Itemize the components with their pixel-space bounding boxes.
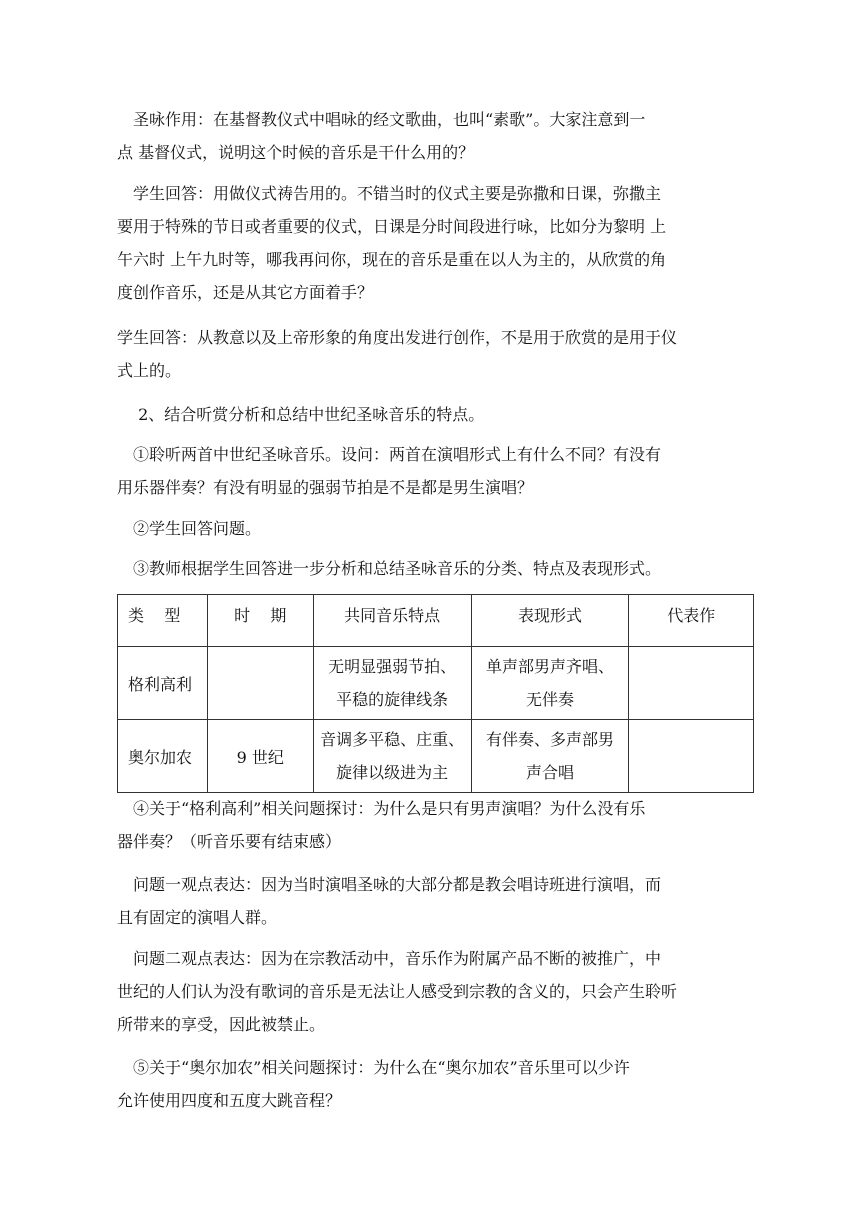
text-line: 学生回答：用做仪式祷告用的。不错当时的仪式主要是弥撒和日课，弥撒主 — [117, 184, 662, 203]
paragraph-question-2 — [117, 942, 737, 1041]
cell-line: 音调多平稳、庄重、 — [320, 730, 465, 749]
paragraph-step-1 — [117, 438, 737, 504]
text-line: ③教师根据学生回答进一步分析和总结圣咏音乐的分类、特点及表现形式。 — [117, 559, 662, 578]
text-line: 圣咏作用：在基督教仪式中唱咏的经文歌曲，也叫“素歌”。大家注意到一 — [117, 110, 646, 129]
text-line: 所带来的享受，因此被禁止。 — [117, 1015, 326, 1034]
paragraph-step-3 — [117, 552, 737, 585]
header-features: 共同音乐特点 — [313, 595, 471, 647]
paragraph-student-answer-2 — [117, 321, 737, 387]
cell-work — [629, 720, 754, 793]
header-work: 代表作 — [629, 595, 754, 647]
text-line: 学生回答：从教意以及上帝形象的角度出发进行创作，不是用于欣赏的是用于仪 — [117, 328, 678, 347]
chant-comparison-table — [117, 594, 754, 793]
text-line: ①聆听两首中世纪圣咏音乐。设问：两首在演唱形式上有什么不同？有没有 — [117, 445, 662, 464]
header-period: 时 期 — [207, 595, 313, 647]
text-line: 2、结合听赏分析和总结中世纪圣咏音乐的特点。 — [117, 405, 485, 424]
cell-period: 9 世纪 — [207, 720, 313, 793]
cell-form — [471, 647, 629, 720]
cell-line: 无明显强弱节拍、 — [328, 657, 457, 676]
text-line: 允许使用四度和五度大跳音程？ — [117, 1091, 342, 1110]
cell-line: 单声部男声齐唱、 — [486, 657, 615, 676]
header-type: 类 型 — [118, 595, 208, 647]
cell-form — [471, 720, 629, 793]
table-header-row — [118, 595, 754, 647]
text-line: ⑤关于“奥尔加农”相关问题探讨：为什么在“奥尔加农”音乐里可以少许 — [117, 1058, 630, 1077]
cell-line: 旋律以级进为主 — [336, 763, 449, 782]
paragraph-question-1 — [117, 868, 737, 934]
cell-period — [207, 647, 313, 720]
cell-features — [313, 647, 471, 720]
table-row — [118, 647, 754, 720]
paragraph-step-4 — [117, 792, 737, 858]
text-line: 且有固定的演唱人群。 — [117, 908, 278, 927]
cell-line: 声合唱 — [526, 763, 575, 782]
text-line: 问题二观点表达：因为在宗教活动中，音乐作为附属产品不断的被推广，中 — [117, 949, 662, 968]
cell-work — [629, 647, 754, 720]
text-line: 世纪的人们认为没有歌词的音乐是无法让人感受到宗教的含义的，只会产生聆听 — [117, 982, 678, 1001]
text-line: 午六时 上午九时等，哪我再问你，现在的音乐是重在以人为主的，从欣赏的角 — [117, 250, 667, 269]
paragraph-chant-function — [117, 103, 737, 169]
cell-features — [313, 720, 471, 793]
text-line: ④关于“格利高利”相关问题探讨：为什么是只有男声演唱？为什么没有乐 — [117, 799, 646, 818]
text-line: 度创作音乐，还是从其它方面着手？ — [117, 283, 374, 302]
paragraph-student-answer-1 — [117, 177, 737, 309]
header-form: 表现形式 — [471, 595, 629, 647]
text-line: ②学生回答问题。 — [117, 519, 262, 538]
cell-line: 平稳的旋律线条 — [336, 690, 449, 709]
cell-type: 格利高利 — [118, 647, 208, 720]
text-line: 式上的。 — [117, 361, 182, 380]
section-heading-2 — [117, 398, 737, 431]
text-line: 用乐器伴奏？有没有明显的强弱节拍是不是都是男生演唱？ — [117, 478, 534, 497]
text-line: 器伴奏？（听音乐要有结束感） — [117, 832, 342, 851]
cell-line: 有伴奏、多声部男 — [486, 730, 615, 749]
text-line: 要用于特殊的节日或者重要的仪式，日课是分时间段进行咏，比如分为黎明 上 — [117, 217, 667, 236]
cell-line: 无伴奏 — [526, 690, 575, 709]
text-line: 问题一观点表达：因为当时演唱圣咏的大部分都是教会唱诗班进行演唱，而 — [117, 875, 662, 894]
cell-type: 奥尔加农 — [118, 720, 208, 793]
text-line: 点 基督仪式，说明这个时候的音乐是干什么用的？ — [117, 143, 475, 162]
table-row — [118, 720, 754, 793]
paragraph-step-5 — [117, 1051, 737, 1117]
paragraph-step-2 — [117, 512, 737, 545]
